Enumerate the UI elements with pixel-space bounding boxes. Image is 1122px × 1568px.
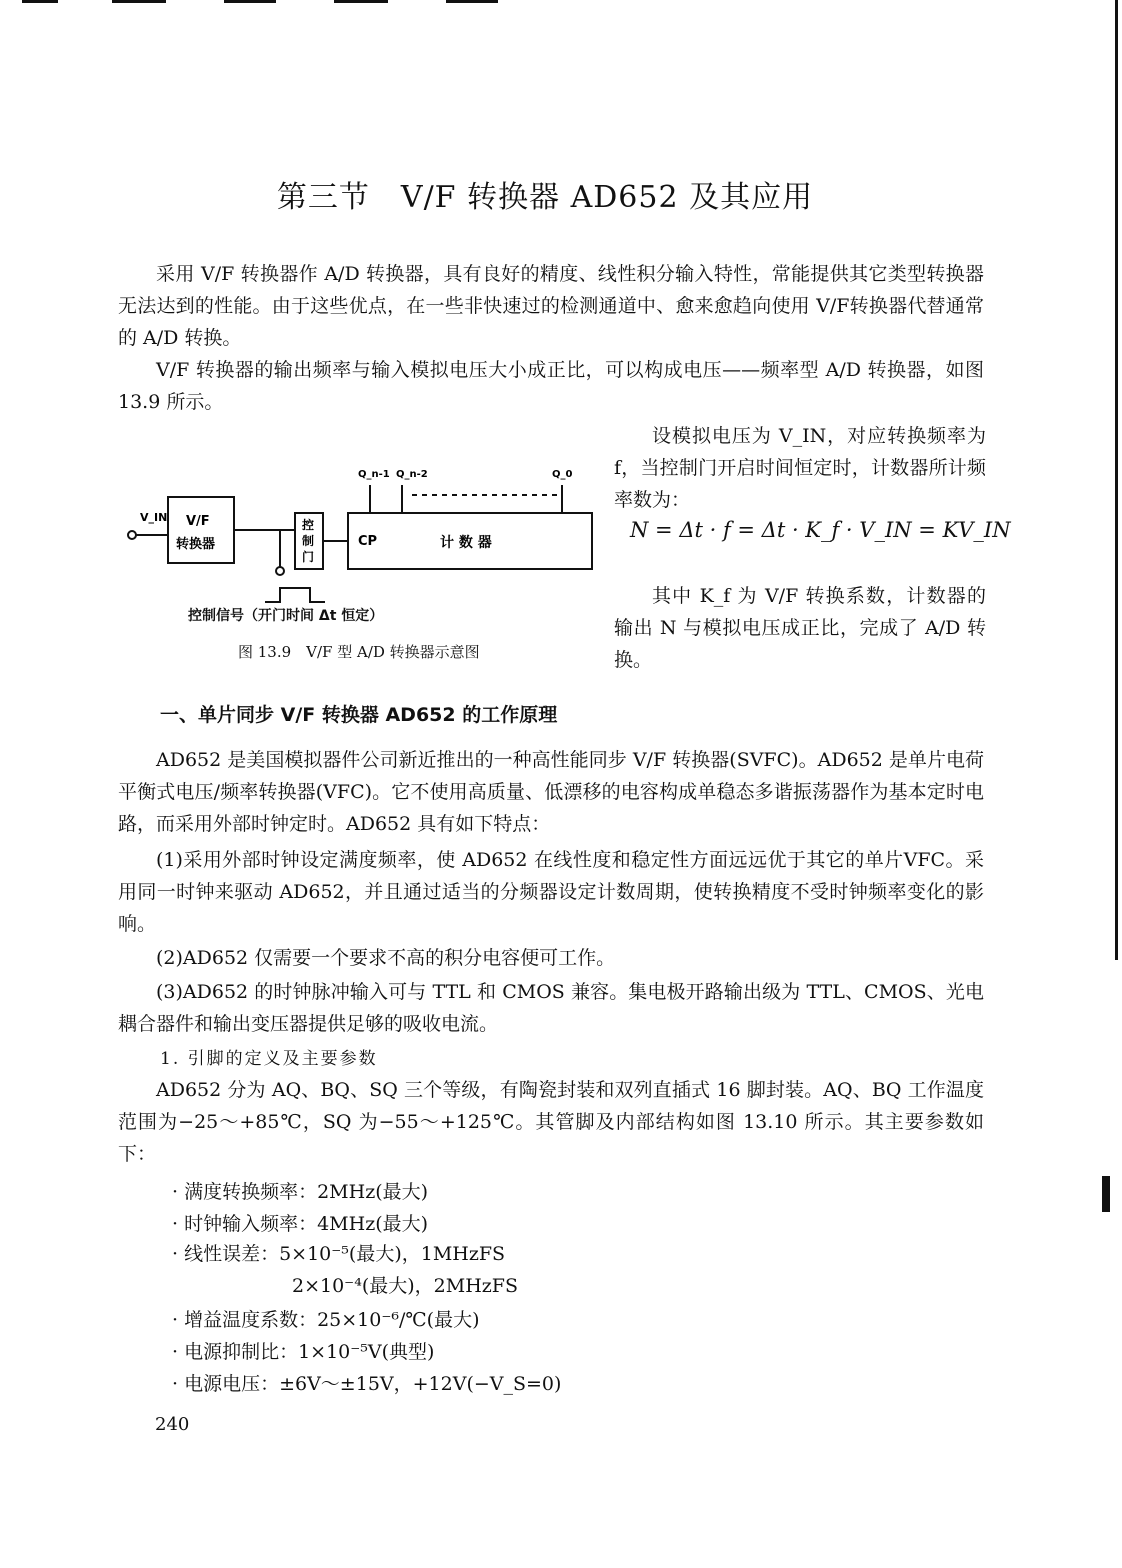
counter-label: 计 数 器 (440, 535, 492, 551)
q-n1-label: Q_n-1 (358, 469, 390, 480)
control-signal-label: 控制信号（开门时间 Δt 恒定） (188, 608, 384, 624)
q-n2-label: Q_n-2 (396, 469, 428, 480)
section-title: 第三节 V/F 转换器 AD652 及其应用 (276, 180, 814, 215)
input-terminal (128, 531, 136, 539)
cp-label: CP (358, 534, 378, 549)
param-item: · 满度转换频率：2MHz(最大) (172, 1181, 429, 1203)
scan-mark (112, 0, 166, 3)
control-pulse (265, 588, 325, 602)
feature-1: (1)采用外部时钟设定满度频率，使 AD652 在线性度和稳定性方面远远优于其它的单片VFC。采用同一时钟来驱动 AD652，并且通过适当的分频器设定计数周期，使转换精度不受时钟频率变化的影响。 (118, 849, 984, 935)
page-number: 240 (155, 1414, 190, 1435)
scan-mark (224, 0, 276, 3)
vf-box-label-2: 转换器 (176, 537, 216, 552)
param-item: · 线性误差：5×10⁻⁵(最大)，1MHzFS (172, 1243, 506, 1265)
param-item: · 增益温度系数：25×10⁻⁶/℃(最大) (172, 1309, 480, 1331)
gate-label-1: 控 (302, 518, 315, 532)
scan-mark (446, 0, 498, 3)
param-item: · 电源电压：±6V～±15V，+12V(−V_S=0) (172, 1373, 562, 1395)
scan-edge (1115, 0, 1118, 960)
feature-3: (3)AD652 的时钟脉冲输入可与 TTL 和 CMOS 兼容。集电极开路输出级为 TTL、CMOS、光电耦合器件和输出变压器提供足够的吸收电流。 (118, 981, 984, 1035)
side-paragraph-1: 设模拟电压为 V_IN，对应转换频率为 f，当控制门开启时间恒定时，计数器所计频率数为： (614, 425, 986, 511)
gate-label-3: 门 (302, 550, 315, 564)
vf-converter-box (168, 497, 234, 563)
vf-ad-diagram (120, 455, 600, 605)
sub-heading: 1. 引脚的定义及主要参数 (160, 1049, 378, 1069)
section-heading: 一、单片同步 V/F 转换器 AD652 的工作原理 (160, 704, 558, 726)
control-terminal (276, 567, 284, 575)
section-paragraph-1: AD652 是美国模拟器件公司新近推出的一种高性能同步 V/F 转换器(SVFC)。AD652 是单片电荷平衡式电压/频率转换器(VFC)。它不使用高质量、低漂移的电容构成单稳态多谐振荡器作为基本定时电路，而采用外部时钟定时。AD652 具有如下特点： (118, 749, 984, 835)
scan-mark (334, 0, 388, 3)
figure-caption: 图 13.9 V/F 型 A/D 转换器示意图 (238, 643, 480, 661)
scan-mark (1102, 1176, 1110, 1212)
scan-mark (22, 0, 58, 3)
param-item: · 时钟输入频率：4MHz(最大) (172, 1213, 429, 1235)
section-paragraph-2: AD652 分为 AQ、BQ、SQ 三个等级，有陶瓷封装和双列直插式 16 脚封装。AQ、BQ 工作温度范围为−25～+85℃，SQ 为−55～+125℃。其管脚及内部结构如图 13.10 所示。其主要参数如下： (118, 1079, 984, 1165)
feature-2: (2)AD652 仅需要一个要求不高的积分电容便可工作。 (156, 947, 616, 969)
gate-label-2: 制 (302, 534, 315, 548)
vf-box-label-1: V/F (186, 514, 210, 529)
param-item: · 电源抑制比：1×10⁻⁵V(典型) (172, 1341, 435, 1363)
q-0-label: Q_0 (552, 469, 573, 480)
side-paragraph-2: 其中 K_f 为 V/F 转换系数，计数器的输出 N 与模拟电压成正比，完成了 A/D 转换。 (614, 585, 986, 671)
formula: N = Δt · f = Δt · K_f · V_IN = KV_IN (630, 518, 1011, 542)
param-item-continued: 2×10⁻⁴(最大)，2MHzFS (292, 1275, 518, 1297)
vin-label: V_IN (140, 511, 168, 524)
intro-paragraph-1: 采用 V/F 转换器作 A/D 转换器，具有良好的精度、线性积分输入特性，常能提供其它类型转换器无法达到的性能。由于这些优点，在一些非快速过的检测通道中、愈来愈趋向使用 V/F转换器代替通常的 A/D 转换。 (118, 263, 984, 349)
intro-paragraph-2: V/F 转换器的输出频率与输入模拟电压大小成正比，可以构成电压——频率型 A/D 转换器，如图 13.9 所示。 (118, 359, 984, 413)
